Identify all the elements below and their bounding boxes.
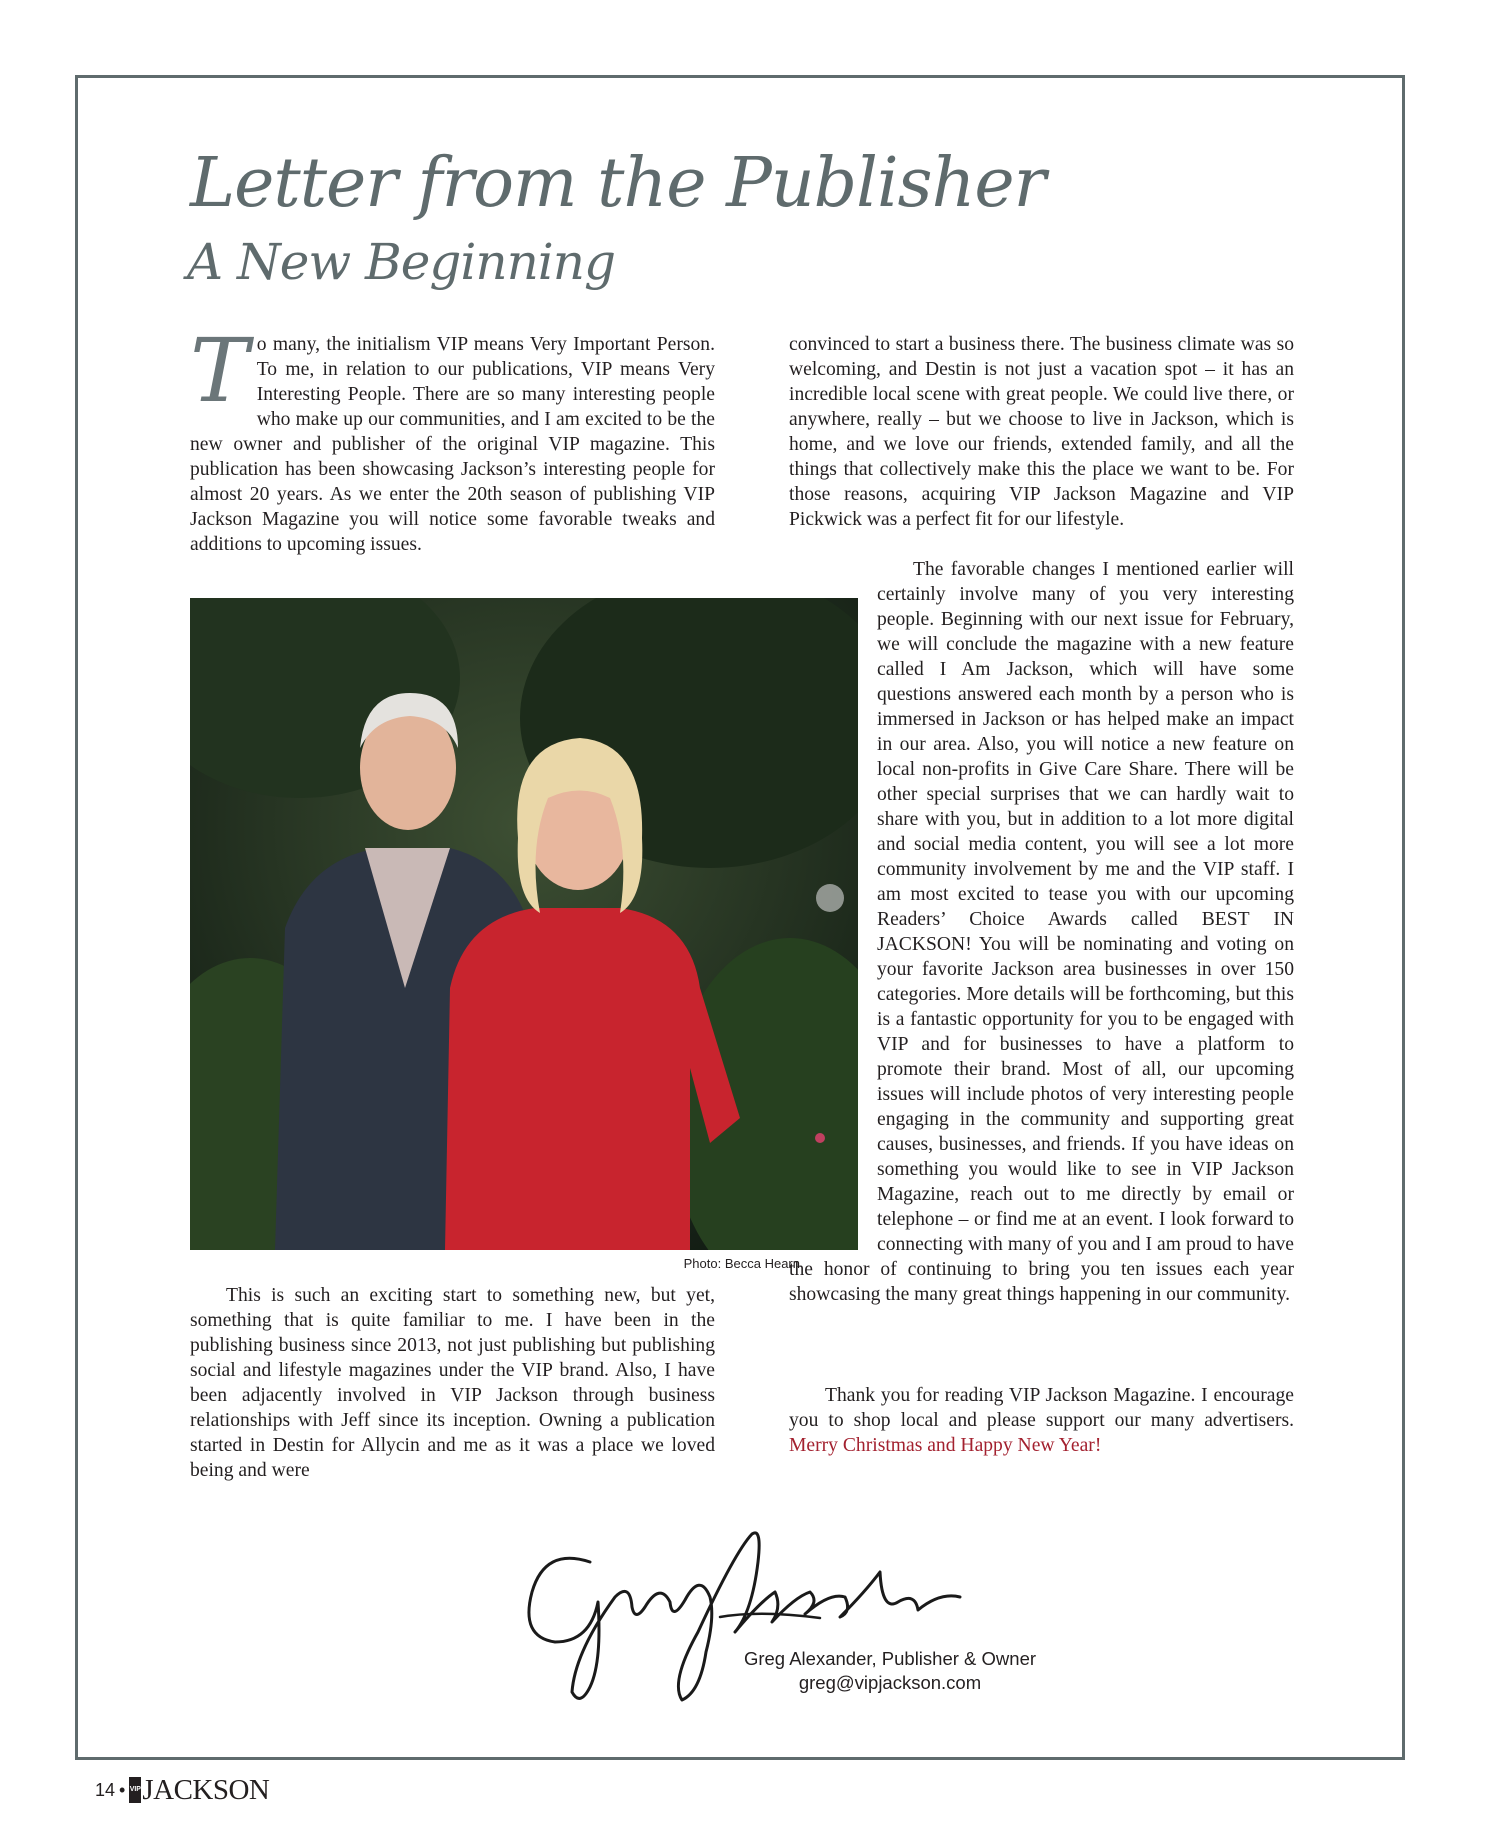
drop-cap: T (190, 319, 249, 422)
page-subtitle: A New Beginning (187, 233, 615, 291)
intro-paragraph-text: o many, the initialism VIP means Very Important Person. To me, in relation to our publications, VIP means Very Interesting People. There are so many interesting people who make up our communities, and I am excited to be the new owner and publisher of the original VIP magazine. This publication has been showcasing Jackson’s interesting people for almost 20 years. As we enter the 20th season of publishing VIP Jackson Magazine you will notice some favorable tweaks and additions to upcoming issues. (190, 334, 715, 555)
publisher-photo-image (190, 598, 858, 1250)
publisher-name: Greg Alexander, Publisher & Owner (743, 1648, 1037, 1669)
page-number: 14 (95, 1779, 116, 1800)
jackson-logo-text: JACKSON (142, 1773, 270, 1806)
closing-paragraph (789, 1383, 1294, 1458)
closing-paragraph-text: Thank you for reading VIP Jackson Magazine. I encourage you to shop local and please support our many advertisers. (789, 1385, 1294, 1431)
holiday-greeting: Merry Christmas and Happy New Year! (789, 1435, 1102, 1456)
body-paragraph-text: The favorable changes I mentioned earlier will certainly involve many of you very interesting people. Beginning with our next issue for February, we will conclude the magazine with a new feature called I Am Jackson, which will have some questions answered each month by a person who is immersed in Jackson or has helped make an impact in our area. Also, you will notice a new feature on local non-profits in Give Care Share. There will be other special surprises that we can hardly wait to share with you, but in addition to a lot more digital and social media content, you will see a lot more community involvement by me and the VIP staff. I am most excited to tease you with our upcoming Readers’ Choice Awards called BEST IN JACKSON! You will be nominating and voting on your favorite Jackson area businesses in over 150 categories. More details will be forthcoming, but this is a fantastic opportunity for you to be engaged with VIP and for businesses to have a platform to promote their brand. Most of all, our upcoming issues will include photos of very interesting people engaging in the community and supporting great causes, businesses, and friends. If you have ideas on something you would like to see in VIP Jackson Magazine, reach out to me directly by email or telephone – or find me at an event. I look forward to connecting with many of you and I am proud to have the honor of continuing to bring you ten issues each year showcasing the many great things happening in our community. (789, 559, 1294, 1305)
vip-logo-badge: VIP (129, 1777, 141, 1803)
publisher-email[interactable]: greg@vipjackson.com (798, 1672, 982, 1693)
page-footer (95, 1770, 269, 1810)
body-paragraph: convinced to start a business there. The business climate was so welcoming, and Destin is not just a vacation spot – it has an incredible local scene with great people. We could live there, or anywhere, really – but we choose to live in Jackson, which is home, and we love our friends, extended family, and all the things that collectively make this the place we want to be. For those reasons, acquiring VIP Jackson Magazine and VIP Pickwick was a perfect fit for our lifestyle. (789, 334, 1294, 530)
photo-credit: Photo: Becca Hearn (683, 1256, 800, 1271)
photo-wrap-space (789, 557, 877, 1251)
body-paragraph (789, 557, 1294, 1307)
intro-paragraph (190, 319, 715, 557)
page-title: Letter from the Publisher (190, 144, 1046, 223)
footer-separator: • (119, 1779, 126, 1800)
body-paragraph: This is such an exciting start to something new, but yet, something that is quite familiar to me. I have been in the publishing business since 2013, not just publishing but publishing social and lifestyle magazines under the VIP brand. Also, I have been adjacently involved in VIP Jackson through business relationships with Jeff since its inception. Owning a publication started in Destin for Allycin and me as it was a place we loved being and were (190, 1285, 715, 1481)
publisher-photo (190, 598, 858, 1250)
